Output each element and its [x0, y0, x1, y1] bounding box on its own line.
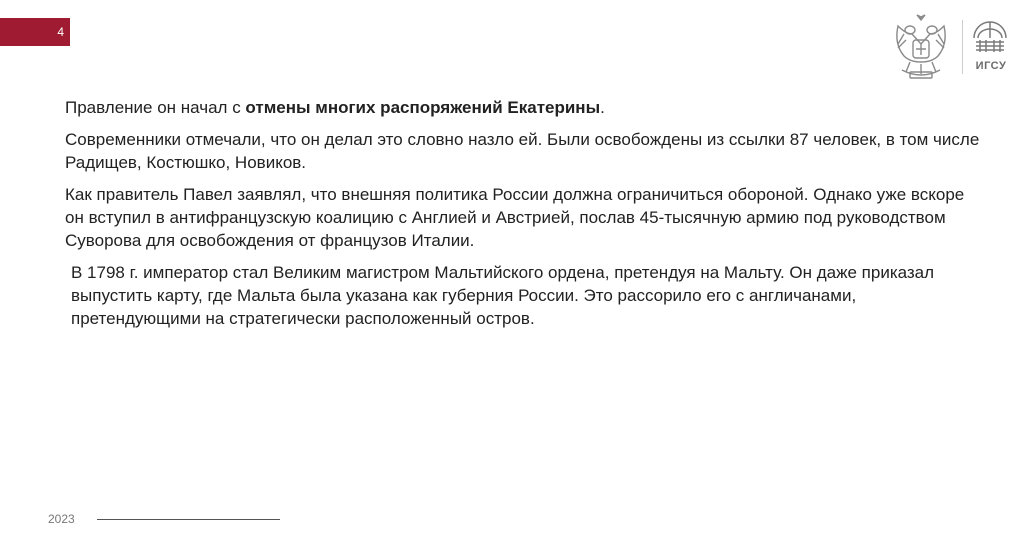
slide-body — [65, 96, 985, 339]
footer-divider — [97, 519, 280, 520]
paragraph-reign-start-tail: . — [600, 98, 605, 117]
page-number: 4 — [57, 25, 64, 39]
double-headed-eagle-icon — [890, 12, 952, 82]
paragraph-reign-start-bold: отмены многих распоряжений Екатерины — [245, 98, 601, 117]
logo-divider — [962, 20, 963, 74]
paragraph-reign-start-lead: Правление он начал с — [65, 98, 246, 117]
paragraph-reign-start — [65, 96, 985, 119]
paragraph-maltese-order: В 1798 г. император стал Великим магистром Мальтийского ордена, претендуя на Мальту. Он даже приказал выпустить карту, где Мальта была указана как губерния России. Это рассорило его с англичанами, претендующими на стратегически расположенный остров. — [71, 263, 935, 328]
org-abbreviation: ИГСУ — [975, 60, 1007, 72]
header-logo — [890, 10, 1016, 84]
page-number-tab — [0, 18, 70, 46]
paragraph-foreign-policy: Как правитель Павел заявлял, что внешняя политика России должна ограничиться обороной. Однако уже вскоре он вступил в антифранцузскую коалицию с Англией и Австрией, послав 45-тысячную армию под руководством Суворова для освобождения от французов Италии. — [65, 185, 965, 250]
paragraph-contemporaries: Современники отмечали, что он делал это словно назло ей. Были освобождены из ссылки 87 человек, в том числе Радищев, Костюшко, Новиков. — [65, 130, 980, 172]
globe-columns-icon — [970, 16, 1010, 56]
footer-year: 2023 — [48, 512, 75, 526]
